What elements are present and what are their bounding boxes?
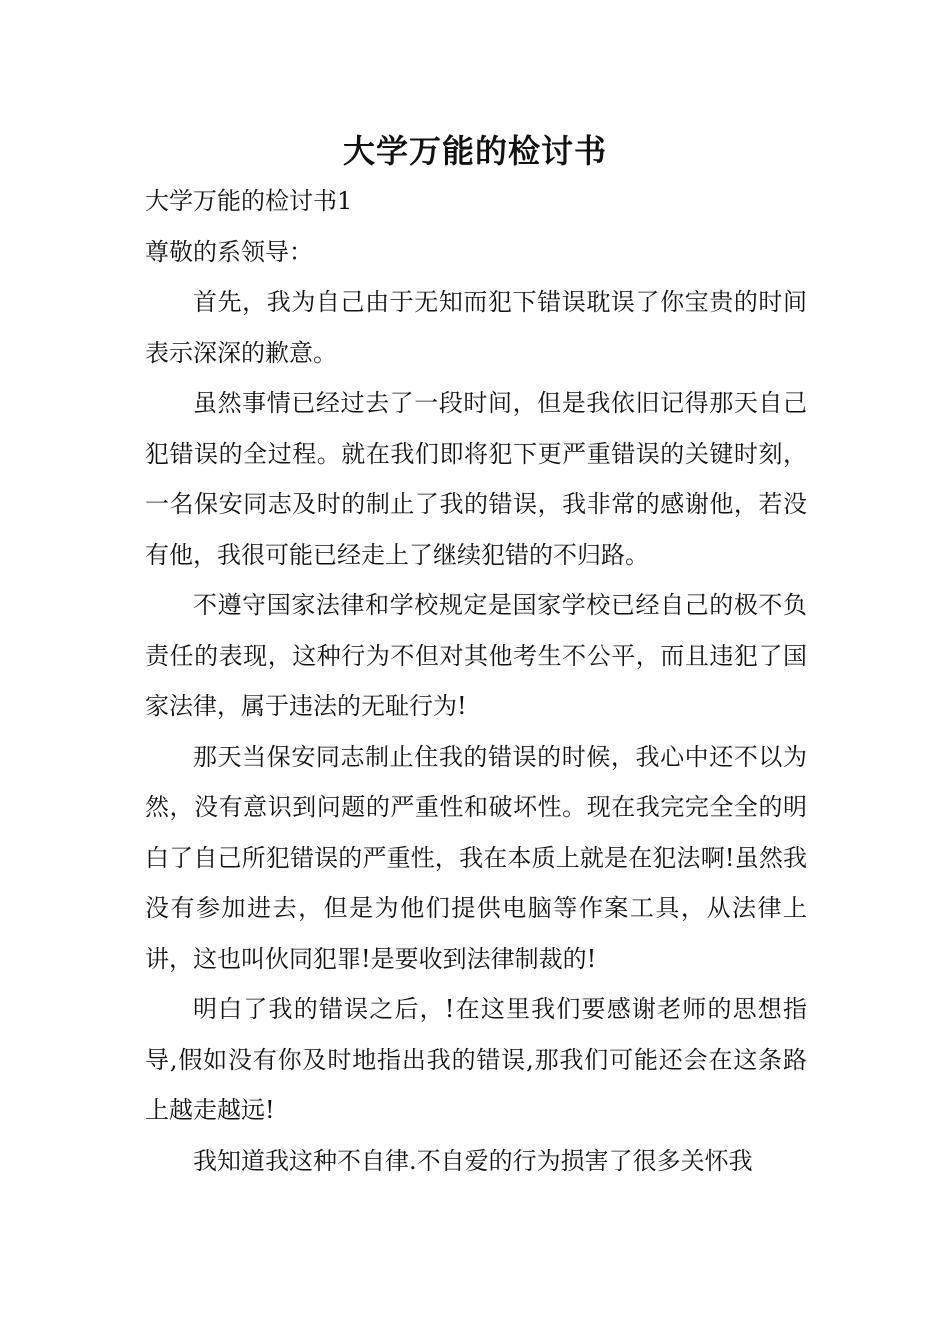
- paragraph: 不遵守国家法律和学校规定是国家学校已经自己的极不负责任的表现，这种行为不但对其他考生不公平，而且违犯了国家法律，属于违法的无耻行为!: [145, 591, 807, 720]
- document-body: [145, 176, 807, 1186]
- paragraph: 虽然事情已经过去了一段时间，但是我依旧记得那天自己犯错误的全过程。就在我们即将犯下更严重错误的关键时刻，一名保安同志及时的制止了我的错误，我非常的感谢他，若没有他，我很可能已经走上了继续犯错的不归路。: [145, 389, 807, 569]
- document-title: 大学万能的检讨书: [342, 132, 607, 170]
- paragraph: 明白了我的错误之后，!在这里我们要感谢老师的思想指导,假如没有你及时地指出我的错误,那我们可能还会在这条路上越走越远!: [145, 995, 807, 1124]
- document-subtitle: 大学万能的检讨书1: [145, 187, 353, 215]
- paragraph: 我知道我这种不自律.不自爱的行为损害了很多关怀我: [193, 1146, 753, 1175]
- paragraph: 首先，我为自己由于无知而犯下错误耽误了你宝贵的时间表示深深的歉意。: [145, 288, 807, 367]
- paragraph: 那天当保安同志制止住我的错误的时候，我心中还不以为然，没有意识到问题的严重性和破坏性。现在我完完全全的明白了自己所犯错误的严重性，我在本质上就是在犯法啊!虽然我没有参加进去，但是为他们提供电脑等作案工具，从法律上讲，这也叫伙同犯罪!是要收到法律制裁的!: [145, 742, 807, 973]
- salutation: 尊敬的系领导：: [145, 237, 313, 266]
